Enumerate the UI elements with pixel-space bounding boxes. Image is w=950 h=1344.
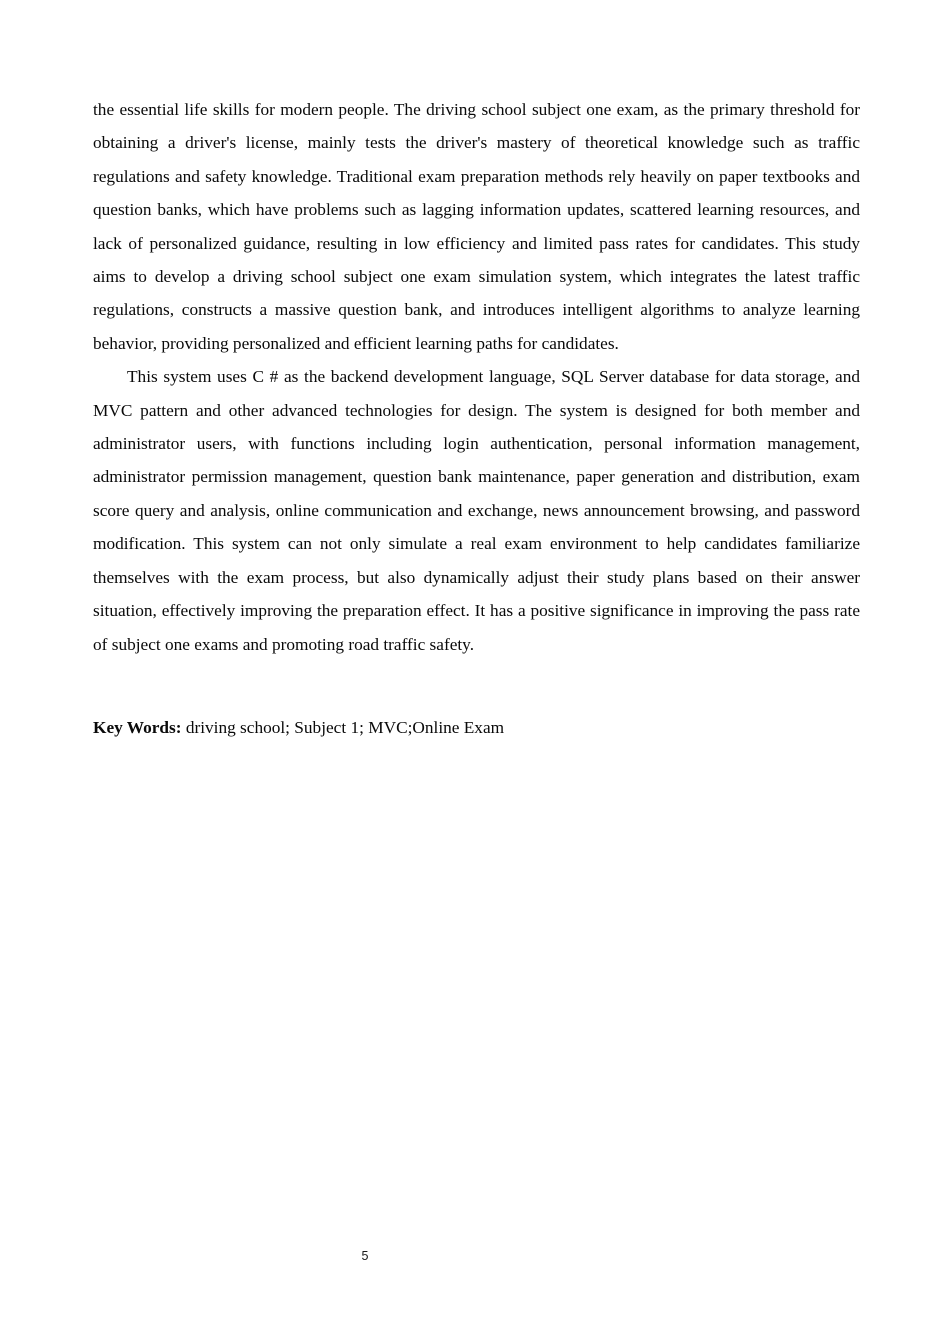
abstract-paragraph-continuation: the essential life skills for modern people. The driving school subject one exam, as the primary threshold for obtaining a driver's license, mainly tests the driver's mastery of theoretical knowledge such as traffic regulations and safety knowledge. Traditional exam preparation methods rely heavily on paper textbooks and question banks, which have problems such as lagging information updates, scattered learning resources, and lack of personalized guidance, resulting in low efficiency and limited pass rates for candidates. This study aims to develop a driving school subject one exam simulation system, which integrates the latest traffic regulations, constructs a massive question bank, and introduces intelligent algorithms to analyze learning behavior, providing personalized and efficient learning paths for candidates.: [93, 100, 860, 353]
page-number: 5: [361, 1249, 369, 1263]
text-column: [93, 93, 860, 744]
abstract-paragraph-system-description: This system uses C # as the backend development language, SQL Server database for data storage, and MVC pattern and other advanced technologies for design. The system is designed for both member and administrator users, with functions including login authentication, personal information management, administrator permission management, question bank maintenance, paper generation and distribution, exam score query and analysis, online communication and exchange, news announcement browsing, and password modification. This system can not only simulate a real exam environment to help candidates familiarize themselves with the exam process, but also dynamically adjust their study plans based on their answer situation, effectively improving the preparation effect. It has a positive significance in improving the pass rate of subject one exams and promoting road traffic safety.: [93, 367, 860, 654]
keywords-line: [93, 711, 860, 744]
keywords-value: driving school; Subject 1; MVC;Online Exam: [181, 717, 505, 737]
keywords-label: Key Words:: [93, 717, 182, 737]
